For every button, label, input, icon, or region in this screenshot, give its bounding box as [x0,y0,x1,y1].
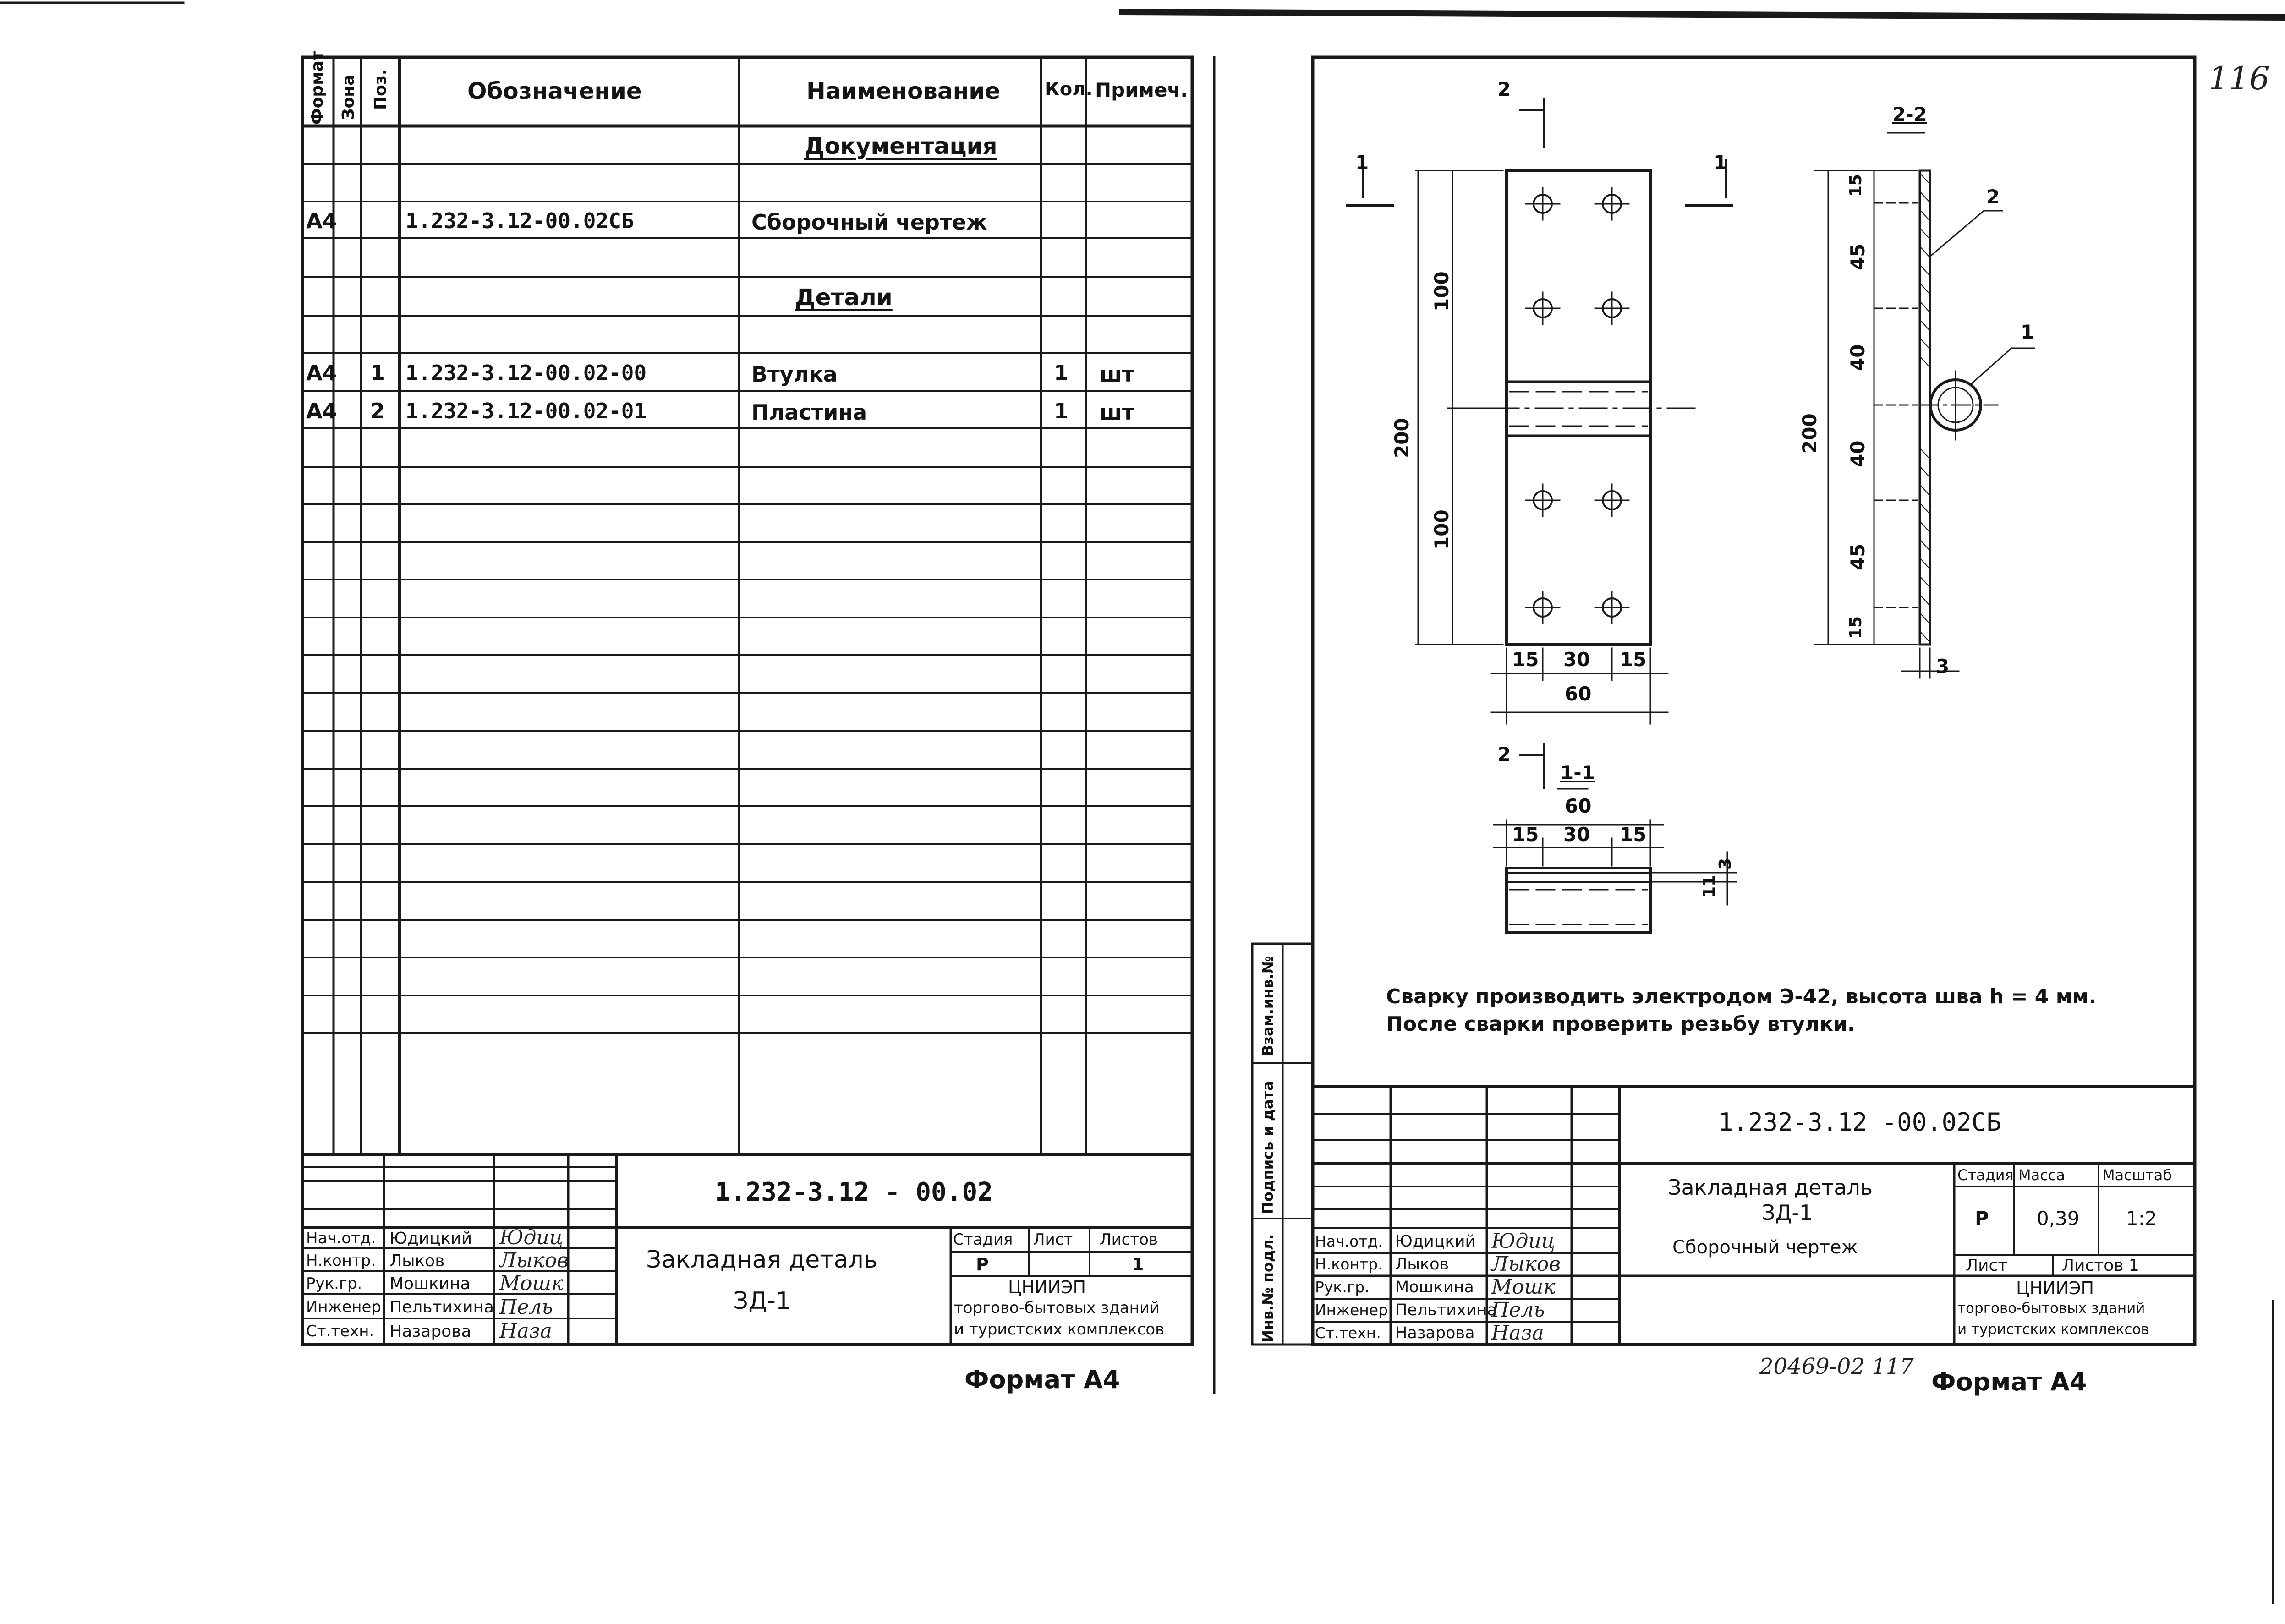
callout-label: 2 [1986,186,2000,208]
section-label: 1 [1355,151,1369,174]
stage-label: Стадия [953,1230,1013,1249]
row-format: А4 [306,361,337,385]
role-name: Назарова [1395,1324,1475,1342]
document-title: Закладная деталь [646,1246,878,1274]
sheets-label: Листов 1 [2062,1256,2139,1275]
signature: Наза [1491,1321,1544,1345]
role-label: Ст.техн. [1315,1324,1381,1342]
role-label: Н.контр. [306,1252,376,1270]
stage-value: Р [1975,1207,1989,1230]
col-pos-header: Поз. [371,69,390,110]
dim-label: 15 [1620,648,1647,671]
section-documentation: Документация [804,133,997,159]
role-name: Юдицкий [1395,1232,1476,1251]
role-label: Рук.гр. [306,1274,362,1293]
col-zone-header: Зона [339,74,358,120]
dim-label: 40 [1847,344,1869,371]
dim-label: 200 [1391,418,1413,458]
dim-label: 3 [1716,858,1735,869]
row-name: Втулка [751,362,838,387]
signature: Юдиц [1491,1230,1556,1253]
sheets-value: 1 [1132,1254,1144,1274]
role-label: Инженер [1315,1301,1388,1319]
document-subtitle: ЗД-1 [1762,1200,1813,1225]
dim-label: 40 [1847,440,1869,467]
dim-label: 15 [1847,616,1865,639]
format-label: Формат А4 [964,1365,1120,1394]
document-type: Сборочный чертеж [1672,1237,1858,1258]
role-label: Ст.техн. [306,1322,374,1340]
document-code: 1.232-3.12 -00.02СБ [1718,1108,2001,1137]
dim-label: 100 [1430,271,1453,312]
page-number: 116 [2208,60,2270,97]
dim-label: 100 [1430,509,1453,550]
note-line: Сварку производить электродом Э-42, высота шва h = 4 мм. [1386,985,2097,1008]
row-name: Пластина [751,400,867,425]
row-designation: 1.232-3.12-00.02СБ [405,208,634,233]
role-label: Рук.гр. [1315,1278,1370,1296]
note-line: После сварки проверить резьбу втулки. [1386,1012,1855,1036]
org-line: торгово-бытовых зданий [1957,1300,2145,1317]
dim-label: 15 [1512,648,1539,671]
col-designation-header: Обозначение [467,78,642,104]
signature: Лыков [1491,1252,1561,1276]
signature: Пель [1491,1298,1545,1322]
section-label: 1 [1714,151,1727,174]
sheet-label: Лист [1033,1230,1073,1249]
stamp-original-inv: Инв.№ подл. [1259,1234,1277,1342]
dim-label: 15 [1847,174,1865,197]
signature: Мошк [1491,1275,1556,1299]
role-name: Лыков [1395,1255,1449,1274]
dim-label: 45 [1847,243,1869,270]
col-qty-header: Кол. [1045,79,1093,100]
row-designation: 1.232-3.12-00.02-00 [405,361,647,385]
scale-label: Масштаб [2102,1166,2172,1184]
view-label: 1-1 [1560,761,1595,784]
document-subtitle: ЗД-1 [733,1287,791,1315]
dim-label: 15 [1512,823,1539,846]
dim-label: 11 [1700,875,1719,898]
org-line: торгово-бытовых зданий [954,1299,1160,1317]
row-pos: 2 [370,399,385,423]
row-note: шт [1100,400,1134,425]
signature: Юдиц [499,1226,564,1249]
dim-label: 3 [1936,655,1950,678]
row-qty: 1 [1054,399,1069,423]
org-name: ЦНИИЭП [1008,1277,1086,1297]
row-note: шт [1100,362,1134,387]
dim-label: 60 [1565,795,1592,817]
stage-value: Р [976,1254,989,1274]
row-pos: 1 [370,361,385,385]
role-name: Лыков [389,1252,445,1270]
section-parts: Детали [795,284,893,311]
format-label: Формат А4 [1931,1367,2087,1396]
row-format: А4 [306,208,337,233]
dim-label: 45 [1847,543,1869,570]
sheets-label: Листов [1100,1230,1158,1249]
signature: Наза [499,1319,552,1343]
role-name: Мошкина [1395,1278,1474,1296]
view-label: 2-2 [1892,103,1927,126]
col-name-header: Наименование [806,78,1001,104]
role-label: Нач.отд. [1315,1232,1383,1250]
role-label: Нач.отд. [306,1229,376,1247]
mass-label: Масса [2018,1166,2066,1184]
org-line: и туристских комплексов [1957,1321,2149,1338]
org-line: и туристских комплексов [954,1320,1165,1339]
scale-value: 1:2 [2126,1207,2157,1230]
role-name: Назарова [389,1322,471,1341]
role-name: Пельтихина [1395,1301,1497,1319]
section-label: 2 [1497,78,1511,100]
row-name: Сборочный чертеж [751,210,987,235]
col-format-header: Формат [308,51,327,125]
dim-label: 15 [1620,823,1647,846]
role-name: Юдицкий [389,1229,472,1248]
document-code: 1.232-3.12 - 00.02 [715,1177,993,1207]
signature: Мошк [499,1272,564,1295]
stamp-replacement-inv: Взам.инв.№ [1259,956,1277,1056]
stage-label: Стадия [1957,1166,2014,1184]
row-designation: 1.232-3.12-00.02-01 [405,399,647,423]
dim-label: 30 [1563,648,1590,671]
callout-label: 1 [2021,321,2034,343]
mass-value: 0,39 [2037,1207,2080,1230]
role-name: Пельтихина [389,1298,494,1317]
signature: Пель [499,1296,553,1319]
section-label: 2 [1497,743,1511,766]
dim-label: 30 [1563,823,1590,846]
stamp-signature-date: Подпись и дата [1259,1081,1277,1214]
signature: Лыков [499,1249,569,1272]
role-label: Н.контр. [1315,1255,1383,1273]
sheet-label: Лист [1966,1256,2008,1275]
row-qty: 1 [1054,361,1069,385]
role-label: Инженер [306,1298,381,1316]
archive-number: 20469-02 117 [1759,1354,1914,1379]
dim-label: 200 [1798,413,1821,454]
document-title: Закладная деталь [1668,1175,1873,1200]
col-note-header: Примеч. [1095,79,1188,101]
role-name: Мошкина [389,1274,471,1293]
dim-label: 60 [1565,683,1592,705]
row-format: А4 [306,399,337,423]
org-name: ЦНИИЭП [2016,1278,2094,1298]
